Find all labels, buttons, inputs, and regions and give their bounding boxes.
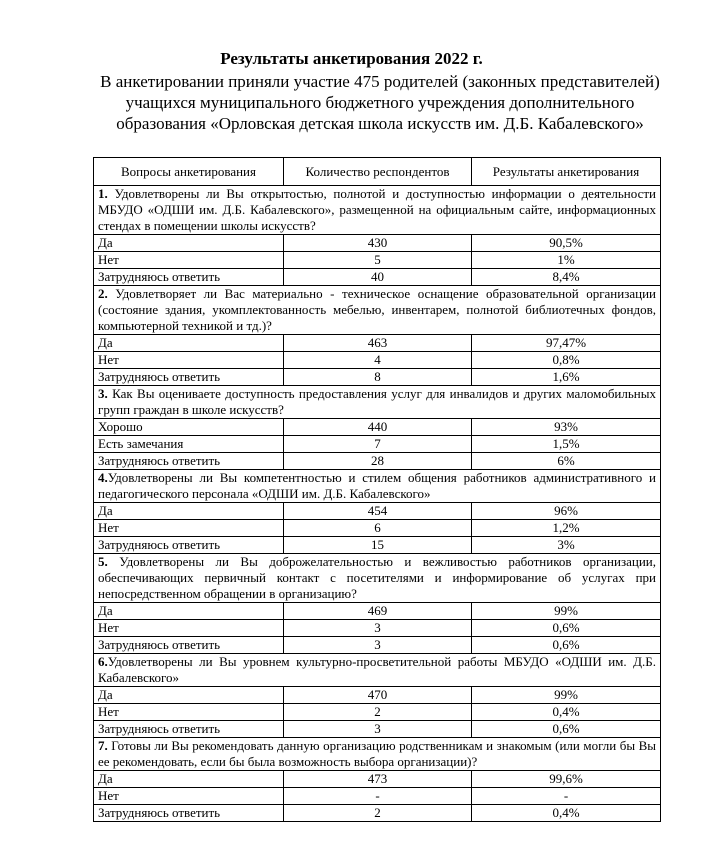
answer-result: 90,5% [472, 235, 661, 252]
answer-count: 3 [284, 620, 472, 637]
question-text [94, 654, 661, 687]
answer-label: Затрудняюсь ответить [94, 537, 284, 554]
answer-count: 3 [284, 721, 472, 738]
answer-row [94, 369, 661, 386]
answer-row [94, 603, 661, 620]
answer-count: 4 [284, 352, 472, 369]
answer-result: 6% [472, 453, 661, 470]
answer-row [94, 520, 661, 537]
answer-label: Затрудняюсь ответить [94, 805, 284, 822]
question-text [94, 738, 661, 771]
question-body: Готовы ли Вы рекомендовать данную организацию родственникам и знакомым (или могли бы Вы ее рекомендовать, если бы была возможность выбора организации)? [98, 738, 656, 769]
answer-label: Затрудняюсь ответить [94, 369, 284, 386]
answer-result: 1,6% [472, 369, 661, 386]
question-body: Как Вы оцениваете доступность предоставления услуг для инвалидов и других маломобильных групп граждан в школе искусств? [98, 386, 656, 417]
question-row [94, 286, 661, 335]
answer-count: 440 [284, 419, 472, 436]
answer-count: 470 [284, 687, 472, 704]
answer-label: Нет [94, 620, 284, 637]
question-text [94, 554, 661, 603]
question-number: 1. [98, 186, 108, 201]
answer-result: 96% [472, 503, 661, 520]
question-text [94, 286, 661, 335]
answer-row [94, 269, 661, 286]
header-questions: Вопросы анкетирования [94, 158, 284, 186]
question-body: Удовлетворены ли Вы доброжелательностью и вежливостью работников организации, обеспечивающих первичный контакт с посетителями и информирование об услугах при непосредственном обращении в организацию? [98, 554, 656, 601]
question-text [94, 386, 661, 419]
answer-row [94, 235, 661, 252]
answer-count: 3 [284, 637, 472, 654]
answer-count: 15 [284, 537, 472, 554]
answer-row [94, 352, 661, 369]
answer-count: 463 [284, 335, 472, 352]
answer-label: Да [94, 603, 284, 620]
answer-label: Нет [94, 352, 284, 369]
question-text [94, 470, 661, 503]
answer-label: Есть замечания [94, 436, 284, 453]
question-number: 4. [98, 470, 108, 485]
answer-label: Нет [94, 520, 284, 537]
answer-row [94, 721, 661, 738]
answer-count: 469 [284, 603, 472, 620]
question-number: 3. [98, 386, 108, 401]
question-row [94, 554, 661, 603]
answer-row [94, 771, 661, 788]
answer-result: 0,6% [472, 620, 661, 637]
answer-row [94, 503, 661, 520]
answer-result: 93% [472, 419, 661, 436]
answer-row [94, 805, 661, 822]
answer-row [94, 620, 661, 637]
answer-result: 8,4% [472, 269, 661, 286]
answer-result: 0,6% [472, 721, 661, 738]
answer-row [94, 419, 661, 436]
question-body: Удовлетворены ли Вы компетентностью и стилем общения работников административного и педагогического персонала «ОДШИ им. Д.Б. Кабалевского» [98, 470, 656, 501]
answer-row [94, 252, 661, 269]
question-text [94, 186, 661, 235]
answer-result: 3% [472, 537, 661, 554]
answer-label: Затрудняюсь ответить [94, 721, 284, 738]
answer-count: 2 [284, 805, 472, 822]
answer-row [94, 453, 661, 470]
answer-label: Да [94, 687, 284, 704]
answer-label: Хорошо [94, 419, 284, 436]
answer-result: - [472, 788, 661, 805]
question-body: Удовлетворяет ли Вас материально - техническое оснащение образовательной организации (состояние здания, укомплектованность мебелью, инвентарем, полнотой библиотечных фондов, компьютерной техникой и тд.)? [98, 286, 656, 333]
answer-count: - [284, 788, 472, 805]
answer-result: 0,4% [472, 704, 661, 721]
question-row [94, 654, 661, 687]
answer-count: 8 [284, 369, 472, 386]
answer-count: 473 [284, 771, 472, 788]
question-row [94, 386, 661, 419]
answer-row [94, 537, 661, 554]
answer-count: 430 [284, 235, 472, 252]
answer-count: 28 [284, 453, 472, 470]
answer-row [94, 436, 661, 453]
answer-label: Затрудняюсь ответить [94, 637, 284, 654]
answer-result: 0,8% [472, 352, 661, 369]
answer-result: 1,5% [472, 436, 661, 453]
question-row [94, 186, 661, 235]
answer-result: 0,4% [472, 805, 661, 822]
answer-count: 7 [284, 436, 472, 453]
answer-label: Да [94, 235, 284, 252]
answer-label: Да [94, 335, 284, 352]
question-number: 6. [98, 654, 108, 669]
answer-row [94, 335, 661, 352]
question-body: Удовлетворены ли Вы открытостью, полнотой и доступностью информации о деятельности МБУДО «ОДШИ им. Д.Б. Кабалевского», размещенной на официальным сайте, информационных стендах в помещении школы искусств? [98, 186, 656, 233]
table-body [94, 186, 661, 822]
question-number: 7. [98, 738, 108, 753]
answer-result: 1,2% [472, 520, 661, 537]
question-body: Удовлетворены ли Вы уровнем культурно-просветительной работы МБУДО «ОДШИ им. Д.Б. Кабалевского» [98, 654, 656, 685]
answer-label: Затрудняюсь ответить [94, 453, 284, 470]
answer-row [94, 788, 661, 805]
answer-label: Да [94, 503, 284, 520]
answer-label: Да [94, 771, 284, 788]
question-row [94, 470, 661, 503]
page-title: Результаты анкетирования 2022 г. [220, 49, 483, 68]
answer-count: 6 [284, 520, 472, 537]
answer-label: Нет [94, 788, 284, 805]
answer-count: 40 [284, 269, 472, 286]
answer-label: Нет [94, 252, 284, 269]
question-number: 5. [98, 554, 108, 569]
question-number: 2. [98, 286, 108, 301]
answer-result: 0,6% [472, 637, 661, 654]
answer-count: 5 [284, 252, 472, 269]
answer-result: 1% [472, 252, 661, 269]
answer-row [94, 637, 661, 654]
answer-row [94, 704, 661, 721]
question-row [94, 738, 661, 771]
answer-result: 99% [472, 603, 661, 620]
table-header-row [94, 158, 661, 186]
answer-result: 99% [472, 687, 661, 704]
page-subtitle: В анкетировании приняли участие 475 родителей (законных представителей) учащихся муниципального бюджетного учреждения дополнительного образования «Орловская детская школа искусств им. Д.Б. Кабалевского» [100, 72, 660, 133]
answer-label: Нет [94, 704, 284, 721]
answer-count: 2 [284, 704, 472, 721]
answer-result: 99,6% [472, 771, 661, 788]
header-respondents: Количество респондентов [284, 158, 472, 186]
survey-results-table [93, 157, 661, 822]
answer-result: 97,47% [472, 335, 661, 352]
answer-count: 454 [284, 503, 472, 520]
answer-row [94, 687, 661, 704]
header-results: Результаты анкетирования [472, 158, 661, 186]
answer-label: Затрудняюсь ответить [94, 269, 284, 286]
